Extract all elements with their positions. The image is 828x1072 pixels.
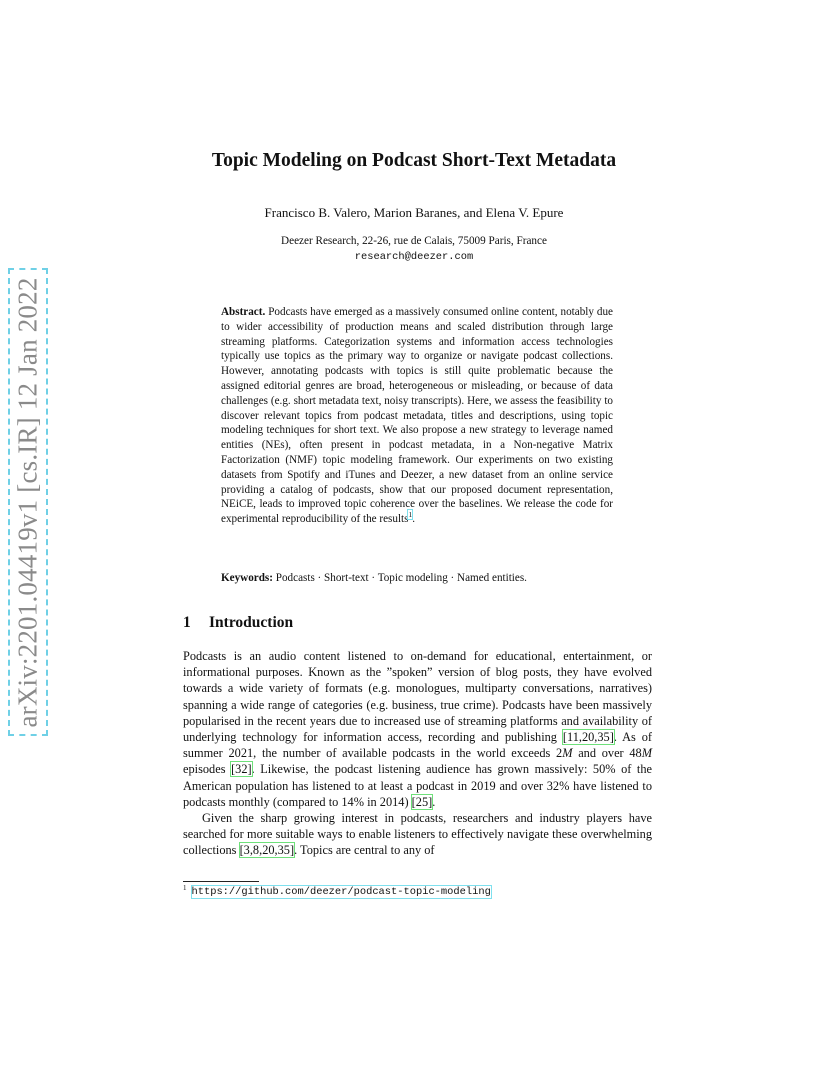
citation-link[interactable]: [32] <box>231 762 252 777</box>
introduction-body <box>183 648 652 859</box>
citation-link[interactable]: [3,8,20,35] <box>239 843 295 858</box>
section-number: 1 <box>183 614 191 631</box>
contact-email: research@deezer.com <box>354 251 474 263</box>
abstract: Abstract. Podcasts have emerged as a massively consumed online content, notably due to wider accessibility of production means and scaled distribution through large streaming platforms. Categorization systems and information access technologies typically use topics as the primary way to organize or navigate podcast collections. However, annotating podcasts with topics is still quite problematic because the assigned editorial genres are broad, heterogeneous or misleading, or because of data challenges (e.g. short metadata text, noisy transcripts). Here, we assess the feasibility to discover relevant topics from podcast metadata, titles and descriptions, using topic modeling techniques for short text. We also propose a new strategy to leverage named entities (NEs), often present in podcast metadata, in a Non-negative Matrix Factorization (NMF) topic modeling framework. Our experiments on two existing datasets from Spotify and iTunes and Deezer, a new dataset from an online service providing a catalog of podcasts, show that our proposed document representation, NEiCE, leads to improved topic coherence over the baselines. We release the code for experimental reproducibility of the results$^1$. <box>221 306 613 526</box>
footnote-mark: 1 <box>183 884 187 892</box>
footnote-rule <box>183 881 259 882</box>
arxiv-identifier-stamp <box>8 268 48 736</box>
keywords <box>221 571 621 586</box>
arxiv-identifier: arXiv:2201.04419v1 [cs.IR] 12 Jan 2022 <box>12 276 43 728</box>
author-list: Francisco B. Valero, Marion Baranes, and Elena V. Epure <box>264 205 564 220</box>
footnote-url-link[interactable]: https://github.com/deezer/podcast-topic-modeling <box>191 886 491 899</box>
paper-title: Topic Modeling on Podcast Short-Text Metadata <box>211 150 617 171</box>
keywords-text: Podcasts · Short-text · Topic modeling · Named entities. <box>275 572 527 584</box>
section-heading-introduction <box>183 614 293 632</box>
affiliation: Deezer Research, 22-26, rue de Calais, 75009 Paris, France <box>281 235 547 247</box>
paragraph: Podcasts is an audio content listened to on-demand for educational, entertainment, or informational purposes. Known as the ”spoken” version of blog posts, they have evolved towards a wide variety of formats (e.g. monologues, multiparty conversations, narratives) spanning a wide range of categories (e.g. business, true crime). Podcasts have been massively popularised in the recent years due to increased use of streaming platforms and availability of underlying technology for information access, recording and publishing [11,20,35]. As of summer 2021, the number of available podcasts in the world exceeds 2M and over 48M episodes [32]. Likewise, the podcast listening audience has grown massively: 50% of the American population has listened to at least a podcast in 2019 and over 32% have listened to podcasts monthly (compared to 14% in 2014) [25]. <box>183 649 653 809</box>
citation-link[interactable]: [25] <box>411 794 433 809</box>
footnote <box>183 884 491 898</box>
abstract-label: Abstract. <box>221 306 266 318</box>
keywords-label: Keywords: <box>221 572 273 584</box>
section-title: Introduction <box>209 614 294 631</box>
footnote-link[interactable]: 1 <box>408 510 413 520</box>
abstract-text: Podcasts have emerged as a massively consumed online content, notably due to wider accessibility of production means and scaled distribution through large streaming platforms. Categorization systems and information access technologies typically use topics as the primary way to organize or navigate podcast collections. However, annotating podcasts with topics is still quite problematic because the assigned editorial genres are broad, heterogeneous or misleading, or because of data challenges (e.g. short metadata text, noisy transcripts). Here, we assess the feasibility to discover relevant topics from podcast metadata, titles and descriptions, using topic modeling techniques for short text. We also propose a new strategy to leverage named entities (NEs), often present in podcast metadata, in a Non-negative Matrix Factorization (NMF) topic modeling framework. Our experiments on two existing datasets from Spotify and iTunes and Deezer, a new dataset from an online service providing a catalog of podcasts, show that our proposed document representation, NEiCE, leads to improved topic coherence over the baselines. We release the code for experimental reproducibility of the results <box>221 306 613 526</box>
citation-link[interactable]: [11,20,35] <box>562 730 614 745</box>
paragraph: Given the sharp growing interest in podcasts, researchers and industry players have searched for more suitable ways to enable listeners to effectively navigate these overwhelming collections [3,8,20,35]. Topics are central to any of <box>183 811 652 858</box>
